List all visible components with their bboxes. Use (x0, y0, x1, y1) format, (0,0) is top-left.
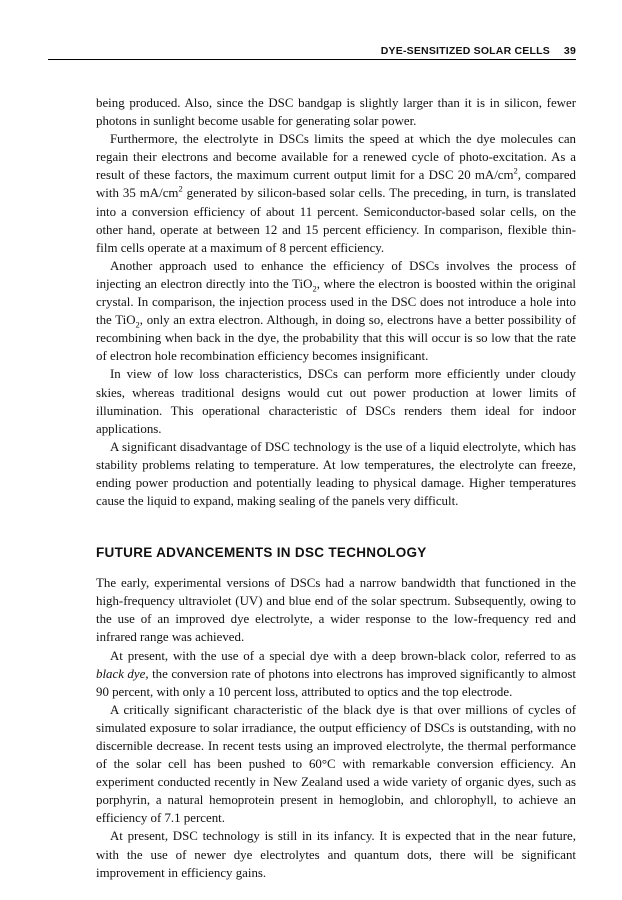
body-text (96, 94, 576, 882)
paragraph-low-loss: In view of low loss characteristics, DSCs can perform more efficiently under cloudy skies, whereas traditional designs would cut out power production at lower limits of illumination. This operational characteristic of DSCs renders them ideal for indoor applications. (96, 367, 576, 436)
running-head (48, 45, 576, 59)
superscript: 2 (513, 166, 518, 177)
paragraph-early-versions: The early, experimental versions of DSCs had a narrow bandwidth that functioned in the high-frequency ultraviolet (UV) and blue end of the solar spectrum. Subsequently, owing to the use of an improved dye electrolyte, a wider response to the low-frequency red and infrared range was achieved. (96, 576, 576, 645)
paragraph-black-dye: At present, with the use of a special dye with a deep brown-black color, referred to as black dye, the conversion rate of photons into electrons has improved significantly to almost 90 percent, with only a 10 percent loss, attributed to optics and the top electrode. (96, 648, 576, 699)
paragraph-disadvantage: A significant disadvantage of DSC technology is the use of a liquid electrolyte, which has stability problems relating to temperature. At low temperatures, the electrolyte can freeze, ending power production and potentially leading to physical damage. Higher temperatures cause the liquid to expand, making sealing of the panels very difficult. (96, 439, 576, 509)
paragraph-injection: Another approach used to enhance the efficiency of DSCs involves the process of injecting an electron directly into the TiO$_2$, where the electron is boosted within the original crystal. In comparison, the injection process used in the DSC does not introduce a hole into the TiO$_2$, only an extra electron. Although, in doing so, electrons have a better possibility of recombining when back in the dye, the probability that this will occur is so low that the rate of electron hole recombination efficiency becomes insignificant. (96, 258, 576, 364)
header-rule (48, 59, 576, 60)
page-number: 39 (563, 45, 576, 57)
section-heading: FUTURE ADVANCEMENTS IN DSC TECHNOLOGY (96, 545, 427, 561)
subscript: 2 (312, 283, 317, 294)
paragraph-continued: being produced. Also, since the DSC bandgap is slightly larger than it is in silicon, fewer photons in sunlight become usable for generating solar power. (96, 96, 576, 129)
subscript: 2 (135, 319, 140, 330)
paragraph-electrolyte-limits: Furthermore, the electrolyte in DSCs limits the speed at which the dye molecules can regain their electrons and become available for a renewed cycle of photo-excitation. As a result of these factors, the maximum current output limit for a DSC 20 $mA/cm^2$, compared with 35 $mA/cm^2$ generated by silicon-based solar cells. The preceding, in turn, is translated into a conversion efficiency of about 11 percent. Semiconductor-based solar cells, on the other hand, operate at between 12 and 15 percent efficiency. In comparison, flexible thin-film cells operate at a maximum of 8 percent efficiency. (96, 132, 576, 255)
paragraph-black-dye-characteristic: A critically significant characteristic of the black dye is that over millions of cycles of simulated exposure to solar irradiance, the output efficiency of DSCs is outstanding, with no discernible decrease. In recent tests using an improved electrolyte, the thermal performance of the solar cell has been pushed to 60°C with remarkable conversion efficiency. An experiment conducted recently in New Zealand used a wide variety of organic dyes, such as porphyrin, a natural hemoprotein present in hemoglobin, and chlorophyll, to achieve an efficiency of 7.1 percent. (96, 702, 576, 826)
running-title: DYE-SENSITIZED SOLAR CELLS (380, 45, 550, 57)
paragraph-future: At present, DSC technology is still in its infancy. It is expected that in the near future, with the use of newer dye electrolytes and quantum dots, there will be significant improvement in efficiency gains. (96, 829, 576, 880)
superscript: 2 (178, 184, 183, 195)
italic-term: black dye, (96, 666, 149, 681)
